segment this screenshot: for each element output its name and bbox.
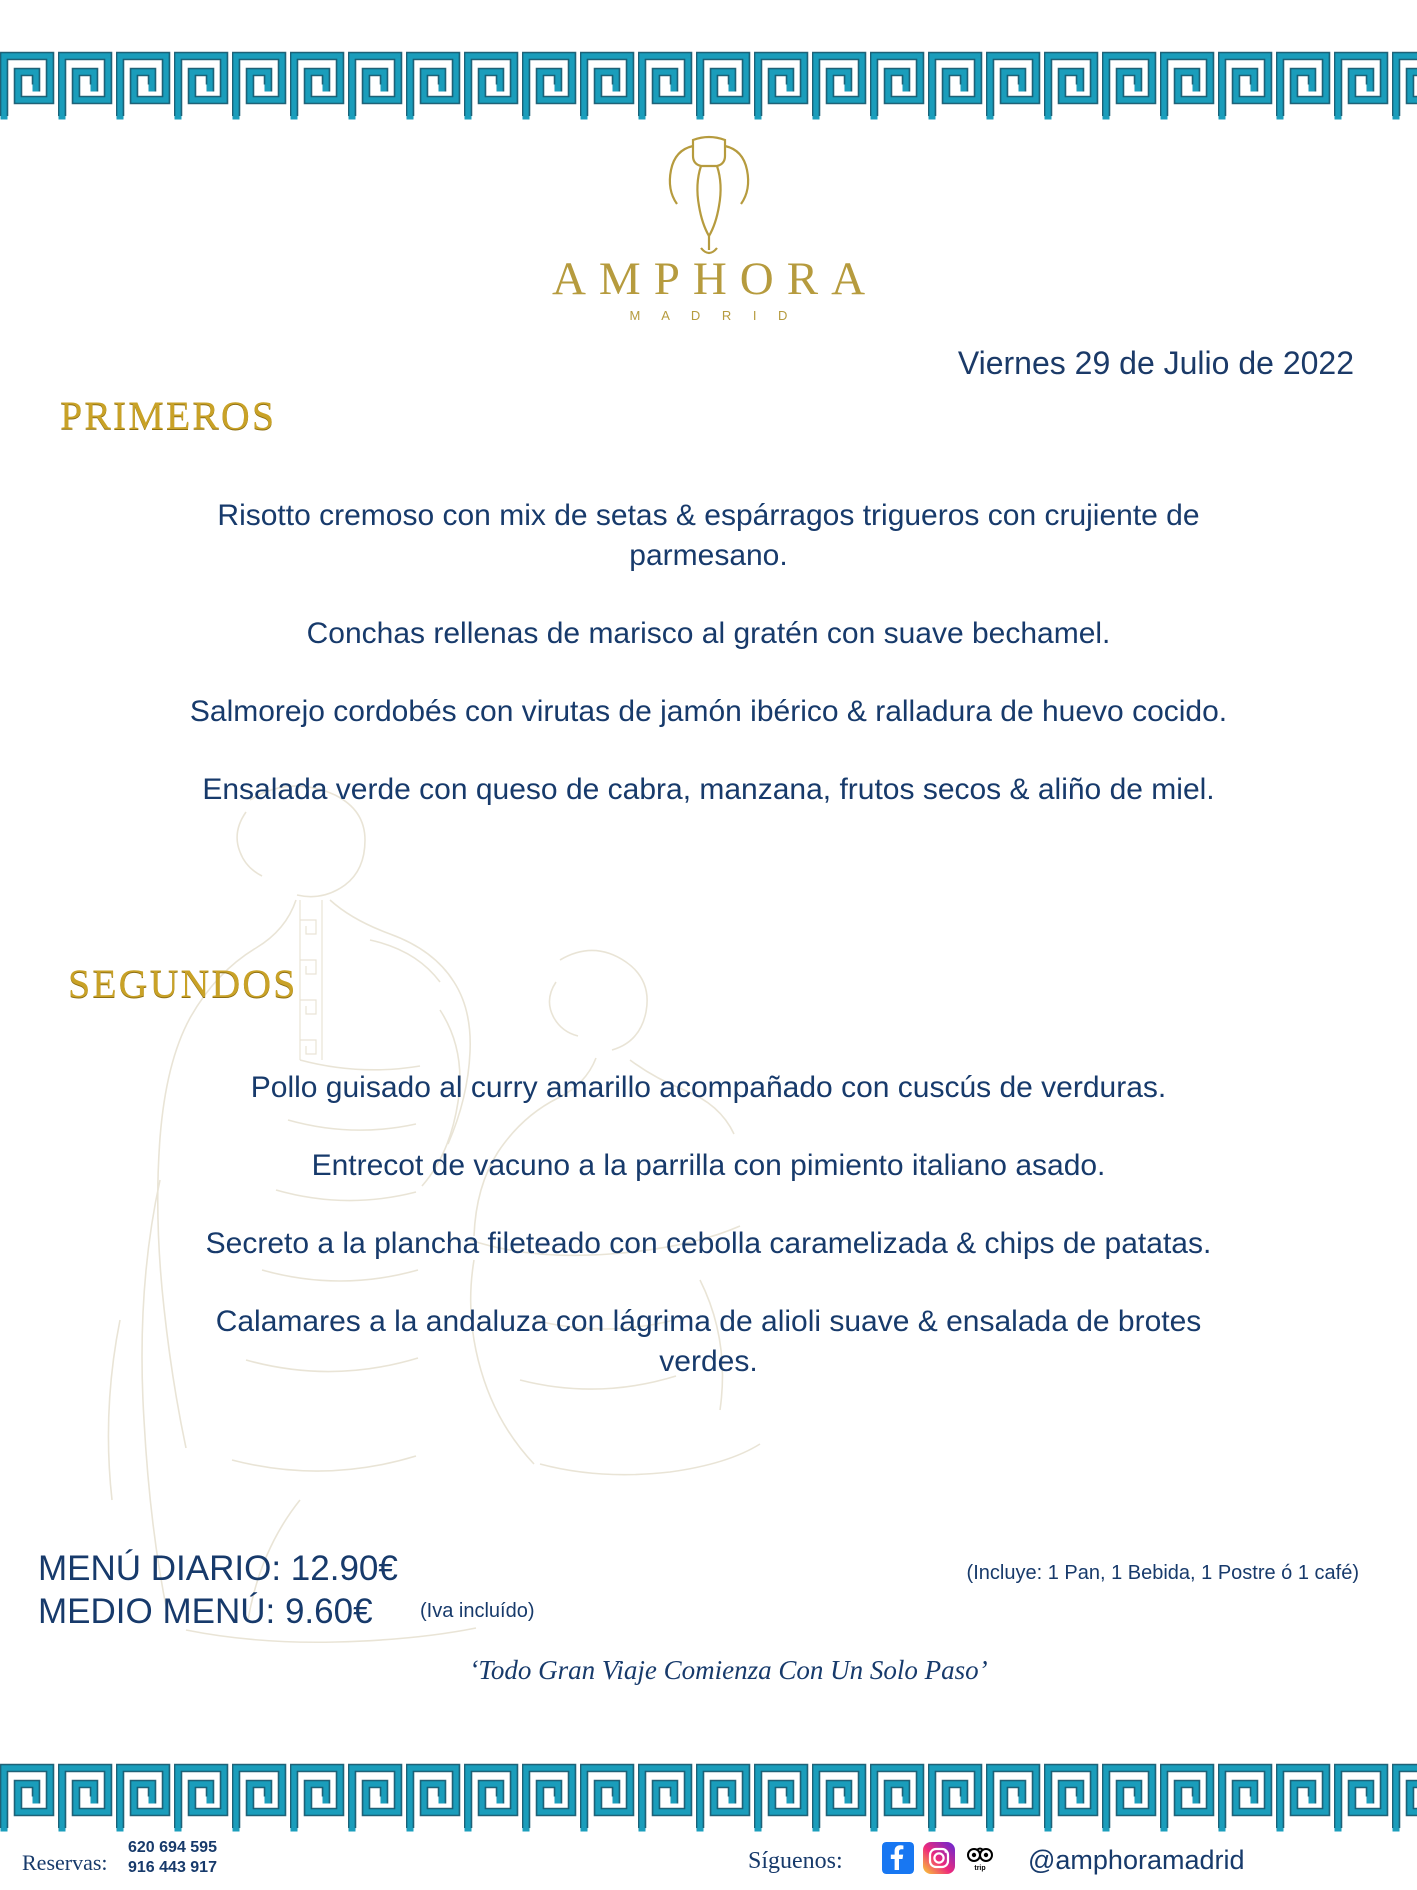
greek-key-unit bbox=[232, 48, 290, 120]
dish-item: Conchas rellenas de marisco al gratén con suave bechamel. bbox=[306, 616, 1111, 650]
greek-key-unit bbox=[580, 1760, 638, 1832]
greek-key-unit bbox=[1044, 1760, 1102, 1832]
greek-key-unit bbox=[638, 1760, 696, 1832]
dish-item: Salmorejo cordobés con virutas de jamón ibérico & ralladura de huevo cocido. bbox=[189, 694, 1228, 728]
greek-key-unit bbox=[464, 48, 522, 120]
dish-item: Secreto a la plancha fileteado con cebolla caramelizada & chips de patatas. bbox=[205, 1226, 1212, 1260]
greek-key-unit bbox=[174, 48, 232, 120]
menu-diario-price: MENÚ DIARIO: 12.90€ bbox=[38, 1549, 398, 1588]
greek-key-unit bbox=[870, 1760, 928, 1832]
greek-key-unit bbox=[0, 48, 58, 120]
greek-key-unit bbox=[1276, 1760, 1334, 1832]
footer bbox=[0, 1832, 1417, 1890]
greek-key-unit bbox=[464, 1760, 522, 1832]
greek-key-unit bbox=[580, 48, 638, 120]
facebook-icon[interactable] bbox=[882, 1842, 914, 1874]
motto-text: ‘Todo Gran Viaje Comienza Con Un Solo Paso’ bbox=[469, 1655, 988, 1685]
social-links bbox=[882, 1842, 996, 1874]
phone-secondary: 916 443 917 bbox=[128, 1859, 217, 1876]
greek-key-unit bbox=[754, 1760, 812, 1832]
greek-key-unit bbox=[812, 1760, 870, 1832]
greek-key-unit bbox=[290, 1760, 348, 1832]
greek-key-border-bottom bbox=[0, 1760, 1417, 1832]
brand-name: AMPHORA bbox=[551, 253, 879, 305]
brand-subtitle: M A D R I D bbox=[629, 308, 797, 323]
greek-key-unit bbox=[1218, 48, 1276, 120]
greek-key-unit bbox=[58, 48, 116, 120]
pricing-block bbox=[38, 1548, 398, 1633]
greek-key-unit bbox=[406, 1760, 464, 1832]
greek-key-unit bbox=[1160, 48, 1218, 120]
greek-key-unit bbox=[1102, 48, 1160, 120]
follow-us-label: Síguenos: bbox=[748, 1848, 843, 1874]
greek-key-unit bbox=[1334, 1760, 1392, 1832]
reservas-label: Reservas: bbox=[22, 1850, 108, 1875]
tripadvisor-icon[interactable] bbox=[964, 1842, 996, 1874]
greek-key-unit bbox=[522, 48, 580, 120]
greek-key-unit bbox=[348, 48, 406, 120]
greek-key-unit bbox=[1392, 48, 1417, 120]
greek-key-unit bbox=[58, 1760, 116, 1832]
greek-key-unit bbox=[1102, 1760, 1160, 1832]
greek-key-unit bbox=[986, 48, 1044, 120]
dish-list-primeros bbox=[0, 496, 1417, 847]
greek-key-unit bbox=[116, 48, 174, 120]
includes-note: (Incluye: 1 Pan, 1 Bebida, 1 Postre ó 1 café) bbox=[966, 1562, 1359, 1584]
greek-key-unit bbox=[1392, 1760, 1417, 1832]
greek-key-unit bbox=[116, 1760, 174, 1832]
dish-item: Risotto cremoso con mix de setas & espárragos trigueros con crujiente de parmesano. bbox=[217, 499, 1200, 572]
dish-item: Entrecot de vacuno a la parrilla con pimiento italiano asado. bbox=[311, 1148, 1106, 1182]
greek-key-unit bbox=[928, 1760, 986, 1832]
greek-key-unit bbox=[986, 1760, 1044, 1832]
svg-text:trip: trip bbox=[974, 1865, 986, 1872]
dish-item: Calamares a la andaluza con lágrima de alioli suave & ensalada de brotes verdes. bbox=[215, 1304, 1202, 1378]
instagram-icon[interactable] bbox=[923, 1842, 955, 1874]
greek-key-unit bbox=[522, 1760, 580, 1832]
menu-date: Viernes 29 de Julio de 2022 bbox=[957, 345, 1354, 381]
phone-numbers bbox=[128, 1838, 217, 1878]
dish-list-segundos bbox=[0, 1068, 1417, 1419]
greek-key-unit bbox=[696, 1760, 754, 1832]
greek-key-unit bbox=[0, 1760, 58, 1832]
medio-menu-price: MEDIO MENÚ: 9.60€ bbox=[38, 1591, 373, 1631]
section-title-segundos: SEGUNDOS bbox=[68, 961, 298, 1006]
dish-item: Pollo guisado al curry amarillo acompañado con cuscús de verduras. bbox=[250, 1071, 1167, 1104]
section-title-primeros: PRIMEROS bbox=[60, 393, 277, 438]
greek-key-unit bbox=[928, 48, 986, 120]
greek-key-unit bbox=[406, 48, 464, 120]
greek-key-border-top bbox=[0, 48, 1417, 120]
greek-key-unit bbox=[696, 48, 754, 120]
greek-key-unit bbox=[348, 1760, 406, 1832]
social-handle: @amphoramadrid bbox=[1028, 1845, 1245, 1875]
greek-key-unit bbox=[812, 48, 870, 120]
greek-key-unit bbox=[754, 48, 812, 120]
greek-key-unit bbox=[870, 48, 928, 120]
greek-key-unit bbox=[1044, 48, 1102, 120]
amphora-icon bbox=[649, 130, 769, 260]
greek-key-unit bbox=[1218, 1760, 1276, 1832]
dish-item: Ensalada verde con queso de cabra, manzana, frutos secos & aliño de miel. bbox=[202, 772, 1215, 806]
greek-key-unit bbox=[1334, 48, 1392, 120]
phone-primary: 620 694 595 bbox=[128, 1839, 217, 1856]
greek-key-unit bbox=[290, 48, 348, 120]
iva-note: (Iva incluído) bbox=[420, 1600, 535, 1622]
greek-key-unit bbox=[1160, 1760, 1218, 1832]
greek-key-unit bbox=[174, 1760, 232, 1832]
greek-key-unit bbox=[232, 1760, 290, 1832]
greek-key-unit bbox=[638, 48, 696, 120]
brand-logo bbox=[0, 130, 1417, 323]
greek-key-unit bbox=[1276, 48, 1334, 120]
